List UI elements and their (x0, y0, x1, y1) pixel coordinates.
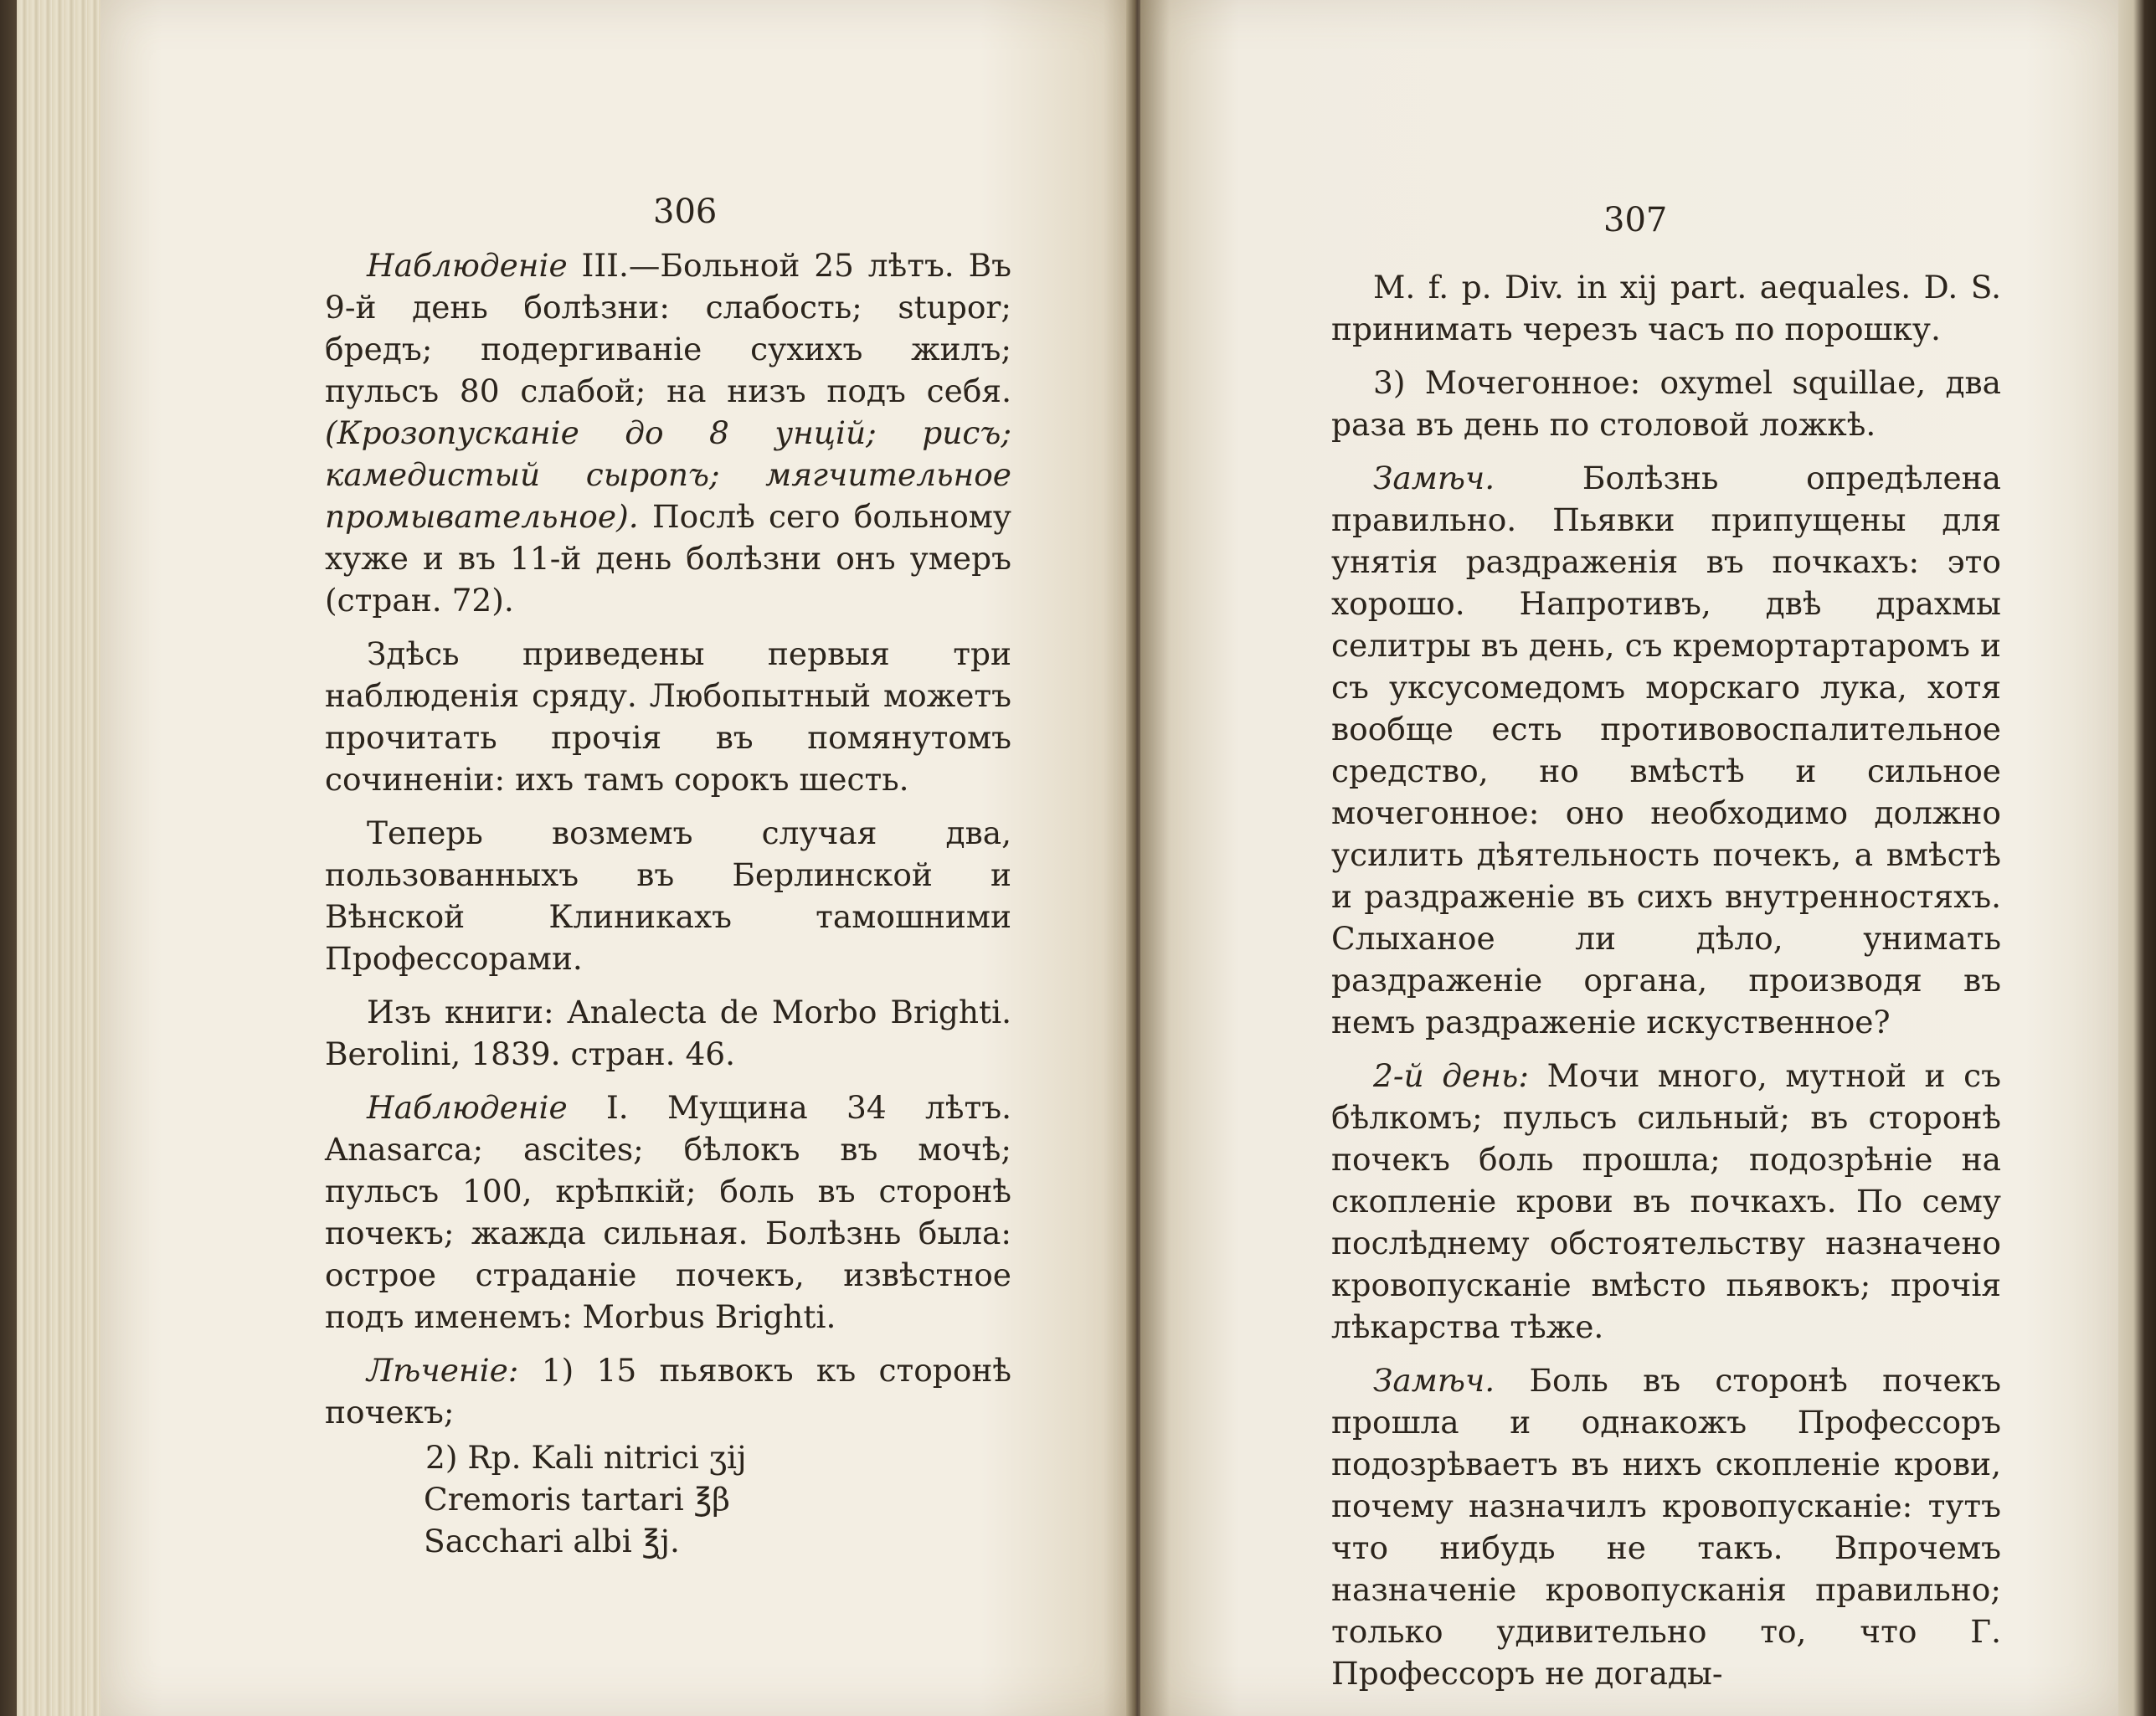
page-number-left: 306 (653, 193, 718, 231)
day-2-label: 2-й день: (1373, 1057, 1529, 1094)
day-2-text: Мочи много, мутной и съ бѣлкомъ; пульсъ сильный; въ сторонѣ почекъ боль прошла; подозрѣніе на скопленіе крови въ почкахъ. По сему послѣднему обстоятельству назначено кровопусканіе вмѣсто пьявокъ; прочія лѣкарства тѣже. (1331, 1057, 2001, 1345)
treatment-item-1: 1) 15 пьявокъ къ сторонѣ почекъ; (325, 1352, 1011, 1431)
remark-1-text: Болѣзнь опредѣлена правильно. Пьявки припущены для унятія раздраженія въ почкахъ: это хорошо. Напротивъ, двѣ драхмы селитры въ день, съ кремортартаромъ и съ уксусомедомъ морскаго лука, хотя вообще есть противовоспалительное средство, но вмѣстѣ и сильное мочегонное: оно необходимо должно усилить дѣятельность почекъ, а вмѣстѣ и раздраженіе въ сихъ внутренностяхъ. Слыханое ли дѣло, унимать раздраженіе органа, производя въ немъ раздраженіе искуственное? (1331, 460, 2001, 1040)
mfp-paragraph: M. f. p. Div. in xij part. aequales. D. S. принимать черезъ часъ по порошку. (1331, 269, 2001, 347)
prescription-line-3: Sacchari albi ℥j. (424, 1523, 680, 1559)
treatment-label: Лѣченіе: (367, 1352, 519, 1389)
page-edges-right (2118, 0, 2156, 1716)
prescription-line-1: 2) Rp. Kali nitrici ʒij (425, 1439, 747, 1476)
remark-2-paragraph (1331, 1359, 2001, 1694)
observation-3-text-a: III.—Больной 25 лѣтъ. Въ 9-й день болѣзни: слабость; stupor; бредъ; подергиваніе сухихъ жилъ; пульсъ 80 слабой; на низъ подъ себя. (325, 247, 1011, 409)
two-cases-paragraph: Теперь возмемъ случая два, пользованныхъ въ Берлинской и Вѣнской Клиникахъ тамошними Профессорами. (325, 814, 1011, 977)
remark-1-paragraph (1331, 457, 2001, 1043)
observation-3-text-b: Послѣ сего больному хуже и въ 11-й день болѣзни онъ умеръ (стран. 72). (325, 498, 1011, 619)
diuretic-paragraph: 3) Мочегонное: oxymel squillae, два раза въ день по столовой ложкѣ. (1331, 364, 2001, 443)
prescription-line-2: Cremoris tartari ℥β (424, 1481, 730, 1518)
remark-label: Замѣч. (1373, 460, 1495, 496)
remark-label: Замѣч. (1373, 1362, 1495, 1399)
observation-3-treatment: (Крозопусканіе до 8 унцій; рисъ; камедистый сыропъ; мягчительное промывательное). (325, 414, 1011, 535)
page-edges-left (17, 0, 109, 1716)
day-2-paragraph (1331, 1055, 2001, 1348)
observation-3-paragraph (325, 244, 1011, 621)
page-number-right: 307 (1603, 201, 1668, 239)
first-three-paragraph: Здѣсь приведены первыя три наблюденія сряду. Любопытный можетъ прочитать прочія въ помянутомъ сочиненіи: ихъ тамъ сорокъ шесть. (325, 635, 1011, 798)
treatment-paragraph (325, 1349, 1011, 1433)
left-page-text (325, 244, 1011, 1562)
observation-1-paragraph (325, 1087, 1011, 1338)
observation-1-text: I. Мущина 34 лѣтъ. Anasarca; ascites; бѣлокъ въ мочѣ; пульсъ 100, крѣпкій; боль въ сторонѣ почекъ; жажда сильная. Болѣзнь была: острое страданіе почекъ, извѣстное подъ именемъ: Morbus Brighti. (325, 1089, 1011, 1335)
remark-2-text: Боль въ сторонѣ почекъ прошла и однакожъ Профессоръ подозрѣваетъ въ нихъ скопленіе крови, почему назначилъ кровопусканіе: тутъ что нибудь не такъ. Впрочемъ назначеніе кровопусканія правильно; только удивительно то, что Г. Профессоръ не догады- (1331, 1362, 2001, 1692)
right-page-text (1331, 266, 2001, 1706)
observation-label: Наблюденіе (367, 1089, 568, 1126)
observation-label: Наблюденіе (367, 247, 568, 284)
book-reference-paragraph: Изъ книги: Analecta de Morbo Brighti. Berolini, 1839. стран. 46. (325, 994, 1011, 1072)
